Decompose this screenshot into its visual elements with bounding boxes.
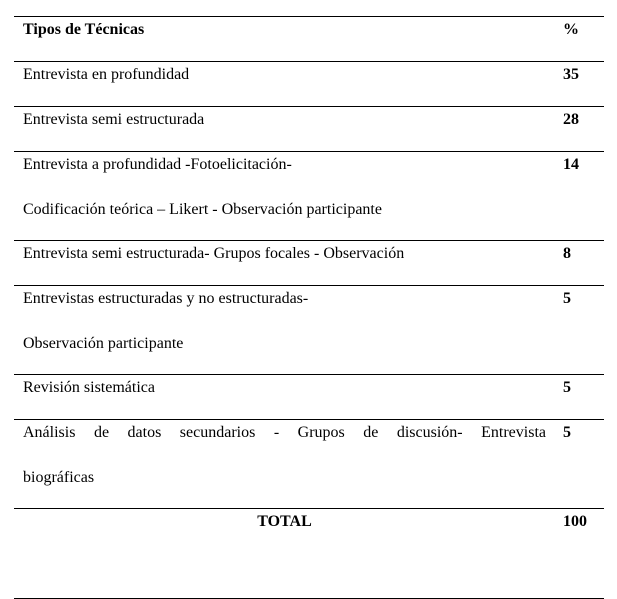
technique-line: Entrevista a profundidad -Fotoelicitación- [23,156,292,173]
technique-line: Codificación teórica – Likert - Observación participante [23,200,382,218]
technique-line: biográficas [23,468,95,486]
technique-cell: Entrevista semi estructurada [23,111,205,128]
percent-cell: 5 [563,290,571,307]
technique-line: Análisis de datos secundarios - Grupos de discusión- Entrevista [23,424,546,441]
total-percent: 100 [563,513,587,530]
technique-line: Observación participante [23,334,184,352]
percent-cell: 5 [563,379,571,396]
technique-cell: Revisión sistemática [23,379,155,396]
percent-cell: 35 [563,66,579,83]
technique-cell [23,411,546,500]
percent-cell: 14 [563,156,579,173]
table-row [14,286,604,375]
table-row [14,152,604,241]
technique-cell: Entrevista semi estructurada- Grupos focales - Observación [23,245,405,262]
percent-cell: 8 [563,245,571,262]
percent-cell: 28 [563,111,579,128]
technique-line: Entrevistas estructuradas y no estructuradas- [23,290,309,307]
header-percent: % [563,21,579,38]
techniques-table [14,16,604,599]
technique-cell: Entrevista en profundidad [23,66,190,83]
technique-cell [23,143,546,232]
table-total-row [14,509,604,599]
percent-cell: 5 [563,424,571,441]
total-label: TOTAL [257,513,312,530]
technique-cell [23,277,546,366]
table-row [14,420,604,509]
header-techniques: Tipos de Técnicas [23,21,145,38]
